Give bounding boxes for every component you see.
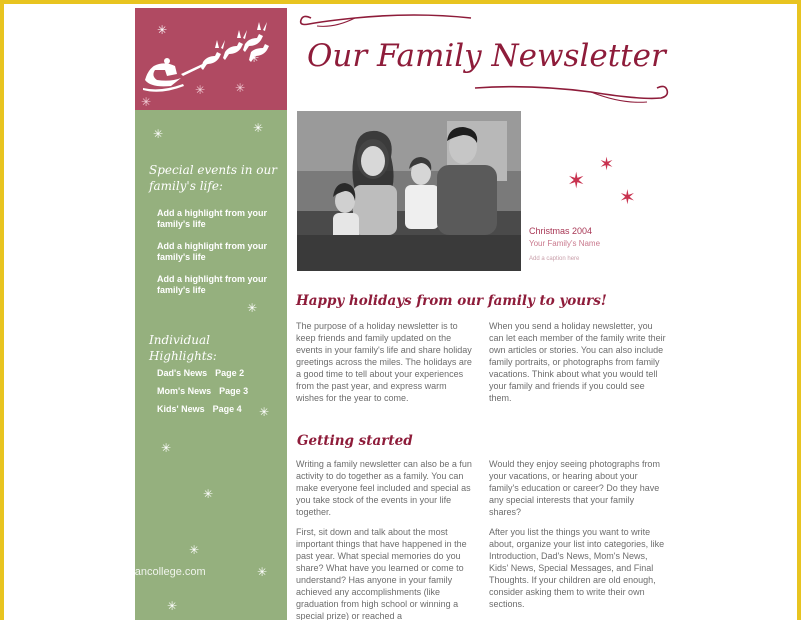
sparkle-icon: ✳ [203, 487, 214, 501]
news-item-dad[interactable] [157, 368, 277, 379]
sparkle-icon: ✳ [141, 95, 152, 109]
sparkle-icon: ✳ [157, 23, 168, 37]
paragraph: Writing a family newsletter can also be a fun activity to do together as a family. You can make everyone feel included and special as you take stock of the events in your life together. [296, 459, 472, 517]
news-item-label: Mom's News [157, 386, 212, 396]
special-events-heading: Special events in our family's life: [149, 163, 277, 193]
photo-caption-title: Christmas 2004 [529, 226, 593, 236]
sparkle-icon: ✳ [153, 127, 164, 141]
newsletter-title: Our Family Newsletter [307, 38, 666, 74]
highlight-link[interactable]: Add a highlight from your family's life [157, 274, 267, 295]
star-icon: ✶ [599, 154, 615, 175]
paragraph: After you list the things you want to write about, organize your list into categories, like Introduction, Dad's News, Mom's News, Kids' News, Special Messages, and Final Thoughts. If your children are old enough, consider asking them to write their own sections. [489, 527, 665, 609]
star-icon: ✶ [567, 169, 586, 194]
paragraph: When you send a holiday newsletter, you can let each member of the family write their own articles or stories. You can also include family portraits, or photographs from family vacations. Think about what you would tell your family and friends if you could see them. [489, 321, 666, 403]
individual-highlights-heading: Individual Highlights: [149, 333, 217, 363]
section2-left-column [296, 458, 474, 620]
highlight-link[interactable]: Add a highlight from your family's life [157, 208, 267, 229]
paragraph: First, sit down and talk about the most important things that have happened in the past year. What special memories do you share? What have you learned or come to understand? Has anyone in your family achieved any accomplishments (like graduation from high school or winning a special prize) or reached a [296, 527, 467, 620]
news-item-label: Dad's News [157, 368, 208, 378]
photo-caption-name: Your Family's Name [529, 239, 601, 248]
sidebar-header-block [135, 8, 287, 110]
paragraph: The purpose of a holiday newsletter is to keep friends and family updated on the events in your family's life and share holiday greetings across the miles. The holidays are a good time to tell about your experiences from the past year, and express warm wishes for the year to come. [296, 321, 472, 403]
photo-caption-note: Add a caption here [529, 256, 580, 262]
top-flourish-icon [295, 10, 475, 32]
sparkle-icon: ✳ [257, 565, 268, 579]
news-item-page: Page 2 [215, 368, 245, 378]
star-icon: ✶ [619, 185, 636, 209]
sidebar [135, 110, 287, 620]
news-item-page: Page 3 [219, 386, 249, 396]
news-item-label: Kids' News [157, 404, 205, 414]
news-item-kids[interactable] [157, 404, 277, 415]
paragraph: Would they enjoy seeing photographs from your vacations, or hearing about your family's education or career? Do they have any special interests that your family shares? [489, 459, 660, 517]
sparkle-icon: ✳ [167, 599, 178, 613]
family-photo-image [297, 111, 521, 271]
newsletter-page [135, 8, 681, 620]
bottom-flourish-icon [471, 78, 671, 108]
section2-right-column [489, 458, 667, 618]
sparkle-icon: ✳ [235, 81, 246, 95]
sparkle-icon: ✳ [161, 441, 172, 455]
watermark-text: www.heritagechristiancollege.com [40, 566, 206, 578]
sparkle-icon: ✳ [247, 301, 258, 315]
sparkle-icon: ✳ [253, 121, 264, 135]
section1-left-column [296, 320, 474, 412]
news-item-mom[interactable] [157, 386, 277, 397]
news-item-page: Page 4 [212, 404, 242, 414]
sparkle-icon: ✳ [249, 51, 260, 65]
sparkle-icon: ✳ [195, 83, 206, 97]
family-photo [297, 111, 521, 271]
sparkle-icon: ✳ [259, 405, 270, 419]
section1-right-column [489, 320, 667, 412]
section-heading-getting-started: Getting started [297, 433, 413, 449]
section-heading-holidays: Happy holidays from our family to yours! [296, 293, 607, 309]
sparkle-icon: ✳ [189, 543, 200, 557]
highlight-link[interactable]: Add a highlight from your family's life [157, 241, 267, 262]
